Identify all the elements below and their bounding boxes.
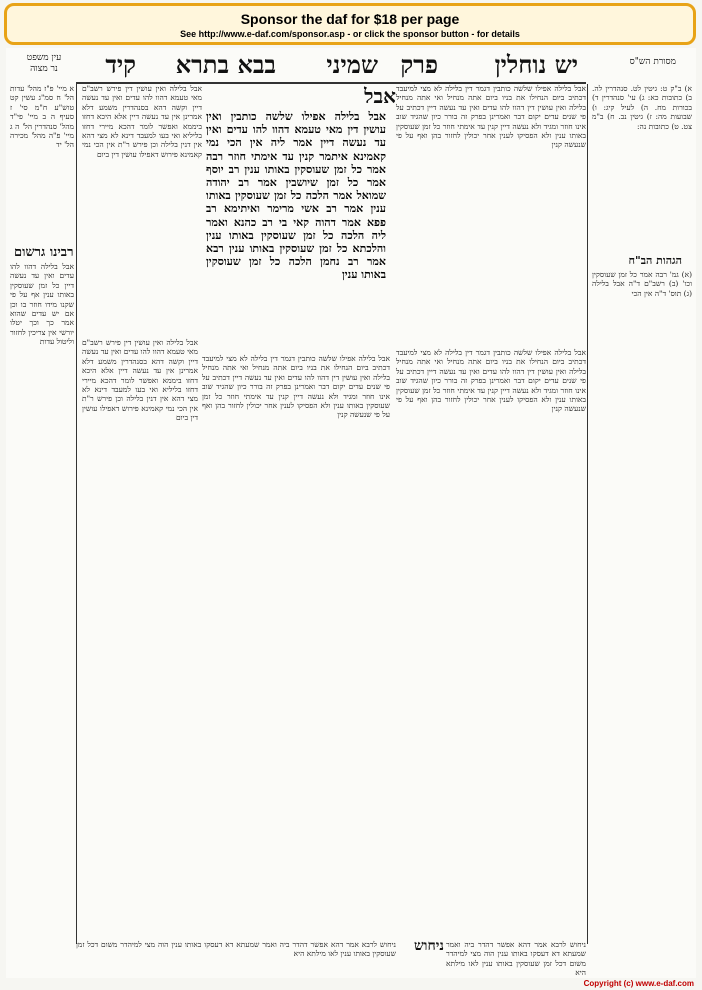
perek-word: פרק <box>400 50 438 79</box>
hagahot-title: הגהות הב"ח <box>628 254 682 267</box>
sponsor-title[interactable]: Sponsor the daf for $18 per page <box>240 11 460 27</box>
copyright-notice[interactable]: Copyright (c) www.e-daf.com <box>583 979 694 988</box>
gemara-opening-word: אבל <box>364 84 396 108</box>
chapter-name: יש נוחלין <box>494 50 578 79</box>
right-margin-rule <box>587 84 588 944</box>
tosafot-lower-left: אבל בלילה ואין עושין דין פירש רשב"ם מאי טעמא דהוו להו עדים ואין עד נעשה דיין וקשה דהא בסנהדרין משמע דלא אמרינן אין עד נעשה דיין אלא היכא דחזו ביממא ואפשר לומר דהכא מיירי דחזו בליליא ואי בעו למעבד דינא לא מצי דהא אין דנין בלילה וכן פירש ר"ת אין הכי נמי קאמינא פירוש דאפילו עושין דין ביום <box>82 338 198 423</box>
sponsor-banner[interactable] <box>4 3 696 45</box>
talmud-page <box>6 48 696 978</box>
rabbenu-gershom-column: אבל בלילה דהוו להו עדים ואין עד נעשה דיין כל זמן שעוסקין באותו ענין אף על פי שקנו מידו חוזר בו וכן אם יש עדים שהוא אמר כך וכך יטלו יורשי אין צריכין לחזור וליטול עדות <box>10 262 74 347</box>
left-margin-rule <box>76 84 77 944</box>
nimukei-title: ניחוש <box>413 938 444 954</box>
ein-mishpat-label: עין משפט נר מצוה <box>26 53 62 74</box>
ein-mishpat-column: א מיי' פ"ז מהל' עדות הל' ח סמ"ג עשין קט טוש"ע ח"מ סי' ז סעיף ה ב מיי' פי"ד מהל' סנהדרין הל' ה ג מיי' פ"ה מהל' מכירה הל' יד <box>10 84 74 150</box>
rashi-upper-right: אבל בלילה אפילו שלשה כותבין דגמר דין בלילה לא מצי למיעבד דכתיב ביום הנחילו את בניו ביום אתה מנחיל ואי אתה מנחיל בלילה ואין עושין דין דהוו להו עדים ואין עד נעשה דיין דכתיב על פי שנים עדים יקום דבר ואמרינן בפרק זה בורר כיון שהגיד שוב אינו חוזר ומגיד ולא נעשה דיין קנין עד אימתי חוזר כל זמן שעוסקין באותו ענין ולא הפסיקו לענין אחר יכולין לחזור בהן ואף על פי שנעשה קנין <box>396 84 586 150</box>
masoret-hashas-label: מסורת הש"ס <box>629 57 676 67</box>
sponsor-subtitle[interactable]: See http://www.e-daf.com/sponsor.asp - or click the sponsor button - for details <box>180 29 520 39</box>
daf-number: קיד <box>105 50 136 79</box>
hagahot-column: (א) גמ' רבה אמר כל זמן שעוסקין וכו' (ב) רשב"ם ד"ה אבל בלילה (ג) תוס' ד"ה אין הכי <box>592 270 692 298</box>
rashi-lower-center: אבל בלילה אפילו שלשה כותבין דגמר דין בלילה לא מצי למיעבד דכתיב ביום הנחילו את בניו ביום אתה מנחיל ואי אתה מנחיל בלילה ואין עושין דין דהוו להו עדים ואין עד נעשה דיין דכתיב על פי שנים עדים יקום דבר ואמרינן בפרק זה בורר כיון שהגיד שוב אינו חוזר ומגיד ולא נעשה דיין קנין עד אימתי חוזר כל זמן שעוסקין באותו ענין ולא הפסיקו לענין אחר יכולין לחזור בהן ואף על פי שנעשה קנין <box>202 354 390 420</box>
bottom-note-right: ניחוש לרבא אמר דהא אפשר דהדר ביה ואמר שמעתא דא דעסקו באותו ענין הוה מצי למיהדר משום דכל זמן שעוסקין באותו ענין לאו מילתא היא <box>446 940 586 978</box>
bottom-note-left: ניחוש לרבא אמר דהא אפשר דהדר ביה ואמר שמעתא דא דעסקו באותו ענין הוה מצי למיהדר משום דכל זמן שעוסקין באותו ענין לאו מילתא היא <box>76 940 396 959</box>
rashi-lower-right: אבל בלילה אפילו שלשה כותבין דגמר דין בלילה לא מצי למיעבד דכתיב ביום הנחילו את בניו ביום אתה מנחיל ואי אתה מנחיל בלילה ואין עושין דין דהוו להו עדים ואין עד נעשה דיין דכתיב על פי שנים עדים יקום דבר ואמרינן בפרק זה בורר כיון שהגיד שוב אינו חוזר ומגיד ולא נעשה דיין קנין עד אימתי חוזר כל זמן שעוסקין באותו ענין ולא הפסיקו לענין אחר יכולין לחזור בהן ואף על פי שנעשה קנין <box>396 348 586 414</box>
tractate-name: בבא בתרא <box>175 50 276 79</box>
chapter-number: שמיני <box>326 50 378 79</box>
rabbenu-gershom-title: רבינו גרשום <box>14 245 74 260</box>
masoret-hashas-column: א) ב"ק ט: גיטין לט. סנהדרין לה. ב) כתובות כא: ג) עי' סנהדרין ד) בכורות מח. ה) לעיל קיג: ו) שבועות מה: ז) גיטין נב. ח) ב"מ צט. ט) כתובות נה: <box>592 84 692 131</box>
gemara-text: אבל בלילה אפילו שלשה כותבין ואין עושין דין מאי טעמא דהוו להו עדים ואין עד נעשה דיין אמר ליה אין הכי נמי קאמינא איתמר קנין עד אימתי חוזר רבה אמר כל זמן שעוסקין באותו ענין רב יוסף אמר כל זמן שיושבין אמר רב יהודה שמואל אמר הלכה כל זמן שעוסקין באותו ענין אמר רב אשי מרימר ואיתימא רב פפא אמר דהוה קאי בי רב כהנא ואמר ליה הלכה כל זמן שעוסקין באותו ענין והלכתא כל זמן שעוסקין באותו ענין רבא אמר רב נחמן הלכה כל זמן שעוסקין באותו ענין <box>206 110 386 282</box>
tosafot-upper-left: אבל בלילה ואין עושין דין פירש רשב"ם מאי טעמא דהוו להו עדים ואין עד נעשה דיין וקשה דהא בסנהדרין משמע דלא אמרינן אין עד נעשה דיין אלא היכא דחזו ביממא ואפשר לומר דהכא מיירי דחזו בליליא ואי בעו למעבד דינא לא מצי דהא אין דנין בלילה וכן פירש ר"ת אין הכי נמי קאמינא פירוש דאפילו עושין דין ביום <box>82 84 202 159</box>
